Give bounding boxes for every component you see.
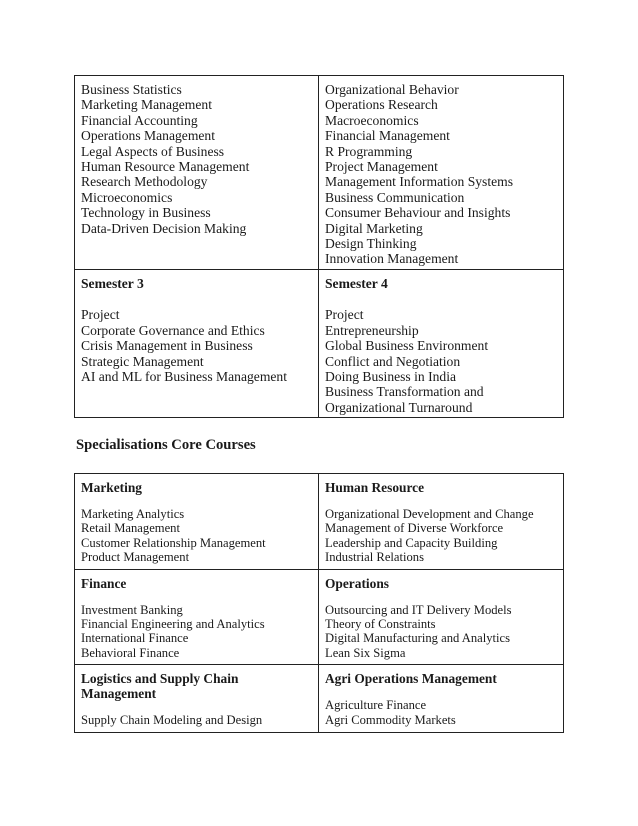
list-item: Design Thinking [325,236,417,252]
list-item: Agri Commodity Markets [325,712,456,727]
list-item: Project [325,307,364,323]
list-item: Research Methodology [81,174,208,190]
list-item: Project [81,307,120,323]
list-item: Financial Accounting [81,112,198,128]
list-item: Doing Business in India [325,368,457,384]
marketing-title: Marketing [81,480,142,495]
semester-3-title: Semester 3 [81,275,144,291]
list-item: Innovation Management [325,251,459,267]
list-item: Technology in Business [81,205,211,221]
logistics-title: Logistics and Supply Chain Management [81,671,239,702]
section-heading: Specialisations Core Courses [76,437,256,453]
list-item: Project Management [325,159,438,175]
list-item: Leadership and Capacity Building [325,535,498,550]
list-item: Business Transformation and [325,384,484,400]
semester-3-cell [75,269,319,417]
table-row [75,474,564,570]
agri-operations-cell [319,665,564,732]
agri-operations-title: Agri Operations Management [325,671,497,687]
list-item: Consumer Behaviour and Insights [325,205,511,221]
list-item: Corporate Governance and Ethics [81,322,265,338]
marketing-cell [75,474,319,570]
list-item: Management Information Systems [325,174,514,190]
list-item: Product Management [81,550,190,565]
operations-cell [319,569,564,665]
semester-courses-table [74,75,564,418]
list-item: Customer Relationship Management [81,535,266,550]
list-item: Lean Six Sigma [325,645,406,660]
list-item: Behavioral Finance [81,645,180,660]
list-item: Organizational Development and Change [325,507,534,521]
operations-title: Operations [325,575,389,591]
human-resource-cell [319,474,564,570]
list-item: AI and ML for Business Management [81,368,288,384]
list-item: R Programming [325,143,413,159]
list-item: Marketing Analytics [81,507,185,521]
finance-title: Finance [81,575,127,591]
list-item: International Finance [81,631,189,646]
semester-4-cell [319,269,564,417]
table-row [75,569,564,665]
list-item: Digital Manufacturing and Analytics [325,631,511,646]
list-item: Theory of Constraints [325,617,436,632]
list-item: Outsourcing and IT Delivery Models [325,602,512,617]
logistics-cell [75,665,319,732]
list-item: Microeconomics [81,189,173,205]
list-item: Strategic Management [81,353,204,369]
list-item: Global Business Environment [325,338,489,354]
table-row [75,269,564,417]
table-row [75,665,564,732]
list-item: Human Resource Management [81,159,250,175]
list-item: Crisis Management in Business [81,338,253,354]
list-item: Marketing Management [81,97,212,113]
list-item: Retail Management [81,521,180,536]
human-resource-title: Human Resource [325,480,425,495]
semester-1-cell [75,76,319,270]
list-item: Legal Aspects of Business [81,143,225,159]
specialisations-table [74,473,564,733]
list-item: Financial Engineering and Analytics [81,617,265,632]
list-item: Supply Chain Modeling and Design [81,713,263,728]
finance-cell [75,569,319,665]
list-item: Entrepreneurship [325,322,419,338]
list-item: Business Communication [325,189,465,205]
list-item: Operations Research [325,97,438,113]
list-item: Macroeconomics [325,112,419,128]
list-item: Agriculture Finance [325,698,427,713]
list-item: Business Statistics [81,82,182,97]
semester-2-cell [319,76,564,270]
list-item: Digital Marketing [325,220,423,236]
list-item: Financial Management [325,128,450,144]
table-row [75,76,564,270]
list-item: Organizational Turnaround [325,399,473,415]
list-item: Conflict and Negotiation [325,353,461,369]
list-item: Industrial Relations [325,550,424,565]
list-item: Operations Management [81,128,216,144]
list-item: Organizational Behavior [325,82,459,97]
list-item: Investment Banking [81,602,183,617]
list-item: Data-Driven Decision Making [81,220,247,236]
semester-4-title: Semester 4 [325,275,388,291]
list-item: Management of Diverse Workforce [325,521,504,536]
